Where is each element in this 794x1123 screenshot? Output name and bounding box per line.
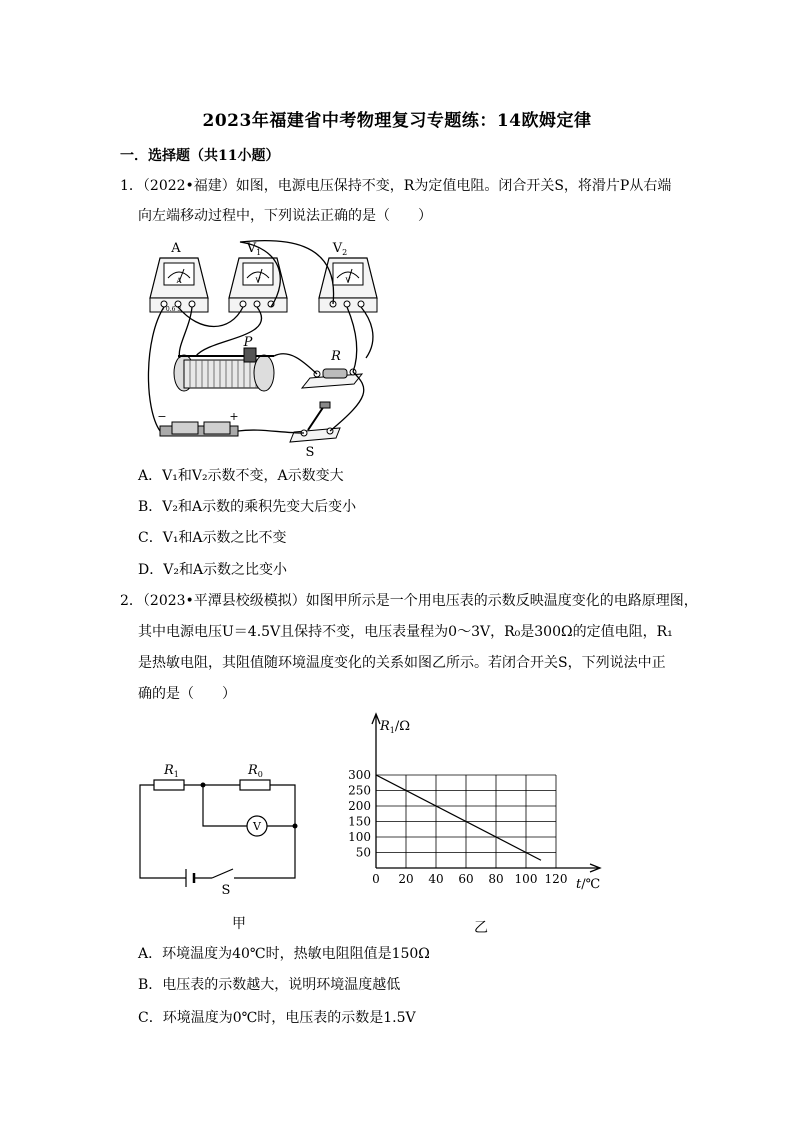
q1-circuit-figure	[140, 238, 380, 460]
slider-label: P	[243, 335, 253, 350]
x-tick-label: 60	[458, 872, 474, 886]
svg-text:R1	[163, 763, 179, 779]
svg-text:R0	[247, 763, 263, 779]
svg-text:V: V	[255, 277, 261, 285]
svg-text:t/℃	[576, 877, 600, 892]
r1-label-sub: 1	[173, 770, 179, 779]
caption-jia: 甲	[232, 916, 246, 932]
r0-label-sub: 0	[257, 770, 263, 779]
battery	[160, 422, 238, 436]
svg-text:V2	[332, 241, 347, 257]
q2-circuit-figure	[130, 752, 310, 900]
q2-option-a[interactable]: A．环境温度为40℃时，热敏电阻阻值是150Ω	[138, 946, 430, 962]
y-tick-label: 150	[348, 814, 371, 829]
q2-stem-line4: 确的是（ ）	[138, 686, 236, 702]
x-axis-label-var: t	[576, 877, 582, 892]
resistor-r0	[240, 780, 270, 790]
q2-option-c[interactable]: C．环境温度为0℃时，电压表的示数是1.5V	[138, 1010, 416, 1026]
switch-label: S	[221, 883, 231, 898]
y-tick-labels	[348, 768, 371, 860]
y-tick-label: 200	[348, 799, 371, 813]
r1-label: R	[164, 763, 174, 778]
y-tick-label: 100	[348, 830, 371, 844]
ammeter-label: A	[171, 241, 181, 256]
y-tick-label: 50	[355, 845, 371, 860]
v1-label: V	[246, 241, 257, 256]
q1-stem-line1: 1．（2022•福建）如图，电源电压保持不变，R为定值电阻。闭合开关S，将滑片P从右端	[120, 178, 672, 194]
junction-dot	[201, 783, 206, 788]
x-axis-label-unit: /℃	[581, 877, 601, 892]
v2-label-sub: 2	[342, 248, 348, 257]
q1-stem-line2: 向左端移动过程中，下列说法正确的是（ ）	[138, 208, 432, 224]
y-tick-label: 300	[348, 768, 371, 782]
circuit-wires	[140, 785, 295, 887]
y-axis-label-sub: 1	[389, 726, 395, 735]
graph-series	[376, 775, 541, 860]
svg-text:- 0.6 3: - 0.6 3	[162, 306, 182, 313]
q2-stem-line3: 是热敏电阻，其阻值随环境温度变化的关系如图乙所示。若闭合开关S，下列说法中正	[138, 655, 666, 671]
v2-label: V	[332, 241, 343, 256]
section-heading: 一．选择题（共11小题）	[120, 148, 280, 164]
svg-text:V: V	[345, 277, 351, 285]
ammeter	[150, 258, 208, 313]
y-tick-label: 250	[348, 783, 371, 798]
q1-option-b[interactable]: B．V₂和A示数的乘积先变大后变小	[138, 499, 357, 515]
x-tick-labels	[372, 872, 567, 886]
rheostat	[174, 348, 274, 391]
x-tick-label: 40	[428, 872, 444, 886]
x-tick-label: 120	[544, 872, 568, 886]
q2-stem-line2: 其中电源电压U＝4.5V且保持不变，电压表量程为0～3V，R₀是300Ω的定值电阻，R₁	[138, 624, 673, 640]
voltmeter-symbol-label: V	[253, 820, 261, 833]
switch-label: S	[305, 445, 315, 460]
battery-minus: −	[157, 410, 167, 423]
q2-stem-line1: 2．（2023•平潭县校级模拟）如图甲所示是一个用电压表的示数反映温度变化的电路原理图，	[120, 593, 698, 609]
caption-yi: 乙	[474, 920, 488, 936]
series-line	[376, 775, 541, 860]
q2-graph	[340, 708, 620, 900]
battery-plus: +	[229, 410, 239, 423]
q1-option-c[interactable]: C．V₁和A示数之比不变	[138, 530, 287, 546]
svg-text:R1/Ω	[379, 719, 410, 735]
resistor-label: R	[331, 349, 341, 364]
q1-option-d[interactable]: D．V₂和A示数之比变小	[138, 562, 288, 578]
resistor-r1	[154, 780, 184, 790]
r0-label: R	[248, 763, 258, 778]
x-tick-label: 20	[398, 872, 414, 886]
x-tick-label: 100	[514, 872, 538, 886]
switch	[290, 402, 340, 442]
y-axis-label-var: R	[380, 719, 390, 734]
y-axis-label-unit: /Ω	[394, 719, 411, 734]
q2-option-b[interactable]: B．电压表的示数越大，说明环境温度越低	[138, 977, 401, 993]
page-title: 2023年福建省中考物理复习专题练：14欧姆定律	[202, 111, 592, 131]
x-tick-label: 80	[488, 872, 504, 886]
svg-text:A: A	[176, 277, 182, 285]
v1-label-sub: 1	[256, 248, 262, 257]
q1-option-a[interactable]: A．V₁和V₂示数不变，A示数变大	[138, 468, 344, 484]
x-tick-label: 0	[372, 872, 380, 886]
junction-dot	[293, 824, 298, 829]
